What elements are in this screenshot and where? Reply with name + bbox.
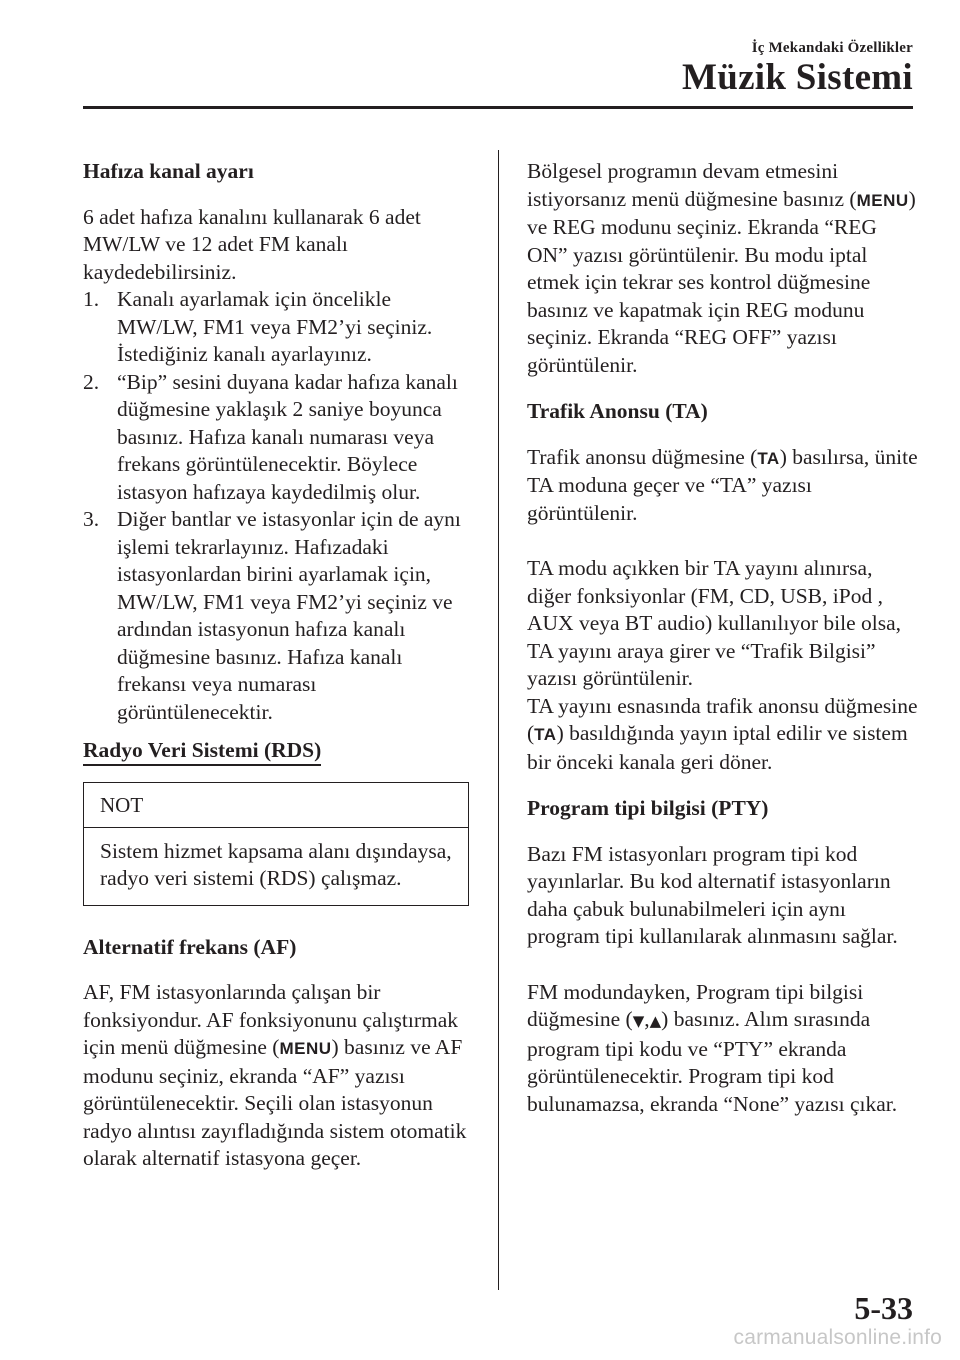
page-title: Müzik Sistemi (681, 57, 913, 98)
page-number: 5-33 (854, 1290, 913, 1326)
step-number: 1. (83, 287, 100, 311)
ta-cancel-end: ) basıldığında yayın iptal edilir ve sistem bir önceki kanala geri döner. (527, 721, 908, 774)
menu-key-label: MENU (856, 190, 909, 210)
ta-key-label: TA (757, 448, 780, 468)
ta-paragraph (527, 444, 922, 528)
triangle-down-icon: ▼ (632, 1012, 645, 1030)
triangle-up-icon: ▲ (649, 1012, 662, 1030)
pty-text-start: FM modundayken, Program tipi bilgisi düğmesine ( (527, 979, 864, 1031)
reg-text-end: ) ve REG modunu seçiniz. Ekranda “REG ON” yazısı görüntülenir. Bu modu iptal etmek için tekrar ses kontrol düğmesine basınız ve kapatmak için REG modunu seçiniz. Ekranda “REG OFF” yazısı görüntülenir. (527, 186, 916, 377)
step-text: Kanalı ayarlamak için öncelikle MW/LW, FM1 veya FM2’yi seçiniz. İstediğiniz kanalı ayarlayınız. (117, 287, 433, 366)
pty-heading: Program tipi bilgisi (PTY) (527, 796, 769, 820)
step-text: Diğer bantlar ve istasyonlar için de aynı işlemi tekrarlayınız. Hafızadaki istasyonlardan birini ayarlamak için, MW/LW, FM1 veya FM2’yi seçiniz ve ardından istasyonun hafıza kanalı düğmesine basınız. Hafıza kanalı frekansı veya numarası görüntülenecektir. (117, 507, 461, 724)
reg-paragraph (527, 158, 922, 379)
af-text-end: ) basınız ve AF modunu seçiniz, ekranda “AF” yazısı görüntülenecektir. Seçili olan istasyonun radyo alıntısı zayıfladığında sistem otomatik olarak alternatif istasyona geçer. (83, 1035, 467, 1170)
note-text: Sistem hizmet kapsama alanı dışındaysa, radyo veri sistemi (RDS) çalışmaz. (100, 838, 452, 890)
af-heading: Alternatif frekans (AF) (83, 934, 297, 959)
ta-interrupt-paragraph: TA modu açıkken bir TA yayını alınırsa, diğer fonksiyonlar (FM, CD, USB, iPod , AUX veya BT audio) kullanılıyor bile olsa, TA yayını araya girer ve “Trafik Bilgisi” yazısı görüntülenir. (527, 556, 901, 690)
step-number: 2. (83, 369, 100, 394)
ta-key-label: TA (534, 725, 557, 744)
ta-heading: Trafik Anonsu (TA) (527, 399, 708, 423)
step-number: 3. (83, 507, 100, 531)
step-item (83, 506, 473, 726)
right-column (527, 158, 922, 1118)
reg-text-start: Bölgesel programın devam etmesini istiyorsanız menü düğmesine basınız ( (527, 159, 857, 211)
step-item (83, 286, 473, 369)
key-separator: , (644, 1007, 650, 1031)
watermark: carmanualsonline.info (733, 1326, 942, 1349)
step-item (83, 369, 473, 507)
menu-key-label: MENU (279, 1039, 332, 1058)
preset-intro: 6 adet hafıza kanalını kullanarak 6 adet MW/LW ve 12 adet FM kanalı kaydedebilirsiniz. (83, 204, 421, 284)
section-title: İç Mekandaki Özellikler (751, 40, 913, 56)
preset-steps (83, 286, 473, 726)
ta-cancel-start: TA yayını esnasında trafik anonsu düğmesine ( (527, 693, 918, 745)
left-column (83, 158, 473, 1173)
note-box (83, 782, 469, 906)
header-divider (83, 106, 913, 109)
preset-heading: Hafıza kanal ayarı (83, 159, 254, 183)
step-text: “Bip” sesini duyana kadar hafıza kanalı düğmesine yaklaşık 2 saniye boyunca basınız. Hafıza kanalı numarası veya frekans görüntülenecektir. Böylece istasyon hafızaya kaydedilmiş olur. (117, 369, 458, 504)
ta-cancel-paragraph (527, 693, 922, 777)
pty-button-paragraph (527, 979, 922, 1119)
column-divider (498, 150, 499, 1290)
pty-paragraph: Bazı FM istasyonları program tipi kod yayınlarlar. Bu kod alternatif istasyonların daha çabuk bulunabilmeleri için aynı program tipi kullanılarak alınmasını sağlar. (527, 841, 898, 948)
ta-text-start: Trafik anonsu düğmesine ( (527, 444, 758, 469)
af-paragraph (83, 979, 473, 1173)
note-title: NOT (84, 783, 468, 828)
ta-text-end: ) basılırsa, ünite TA moduna geçer ve “TA” yazısı görüntülenir. (527, 444, 918, 525)
rds-heading: Radyo Veri Sistemi (RDS) (83, 738, 321, 766)
af-text-start: AF, FM istasyonlarında çalışan bir fonksiyondur. AF fonksiyonunu çalıştırmak için menü düğmesine ( (83, 980, 459, 1059)
pty-text-end: ) basınız. Alım sırasında program tipi kodu ve “PTY” ekranda görüntülenecektir. Program tipi kod bulunamazsa, ekranda “None” yazısı çıkar. (527, 1007, 898, 1116)
